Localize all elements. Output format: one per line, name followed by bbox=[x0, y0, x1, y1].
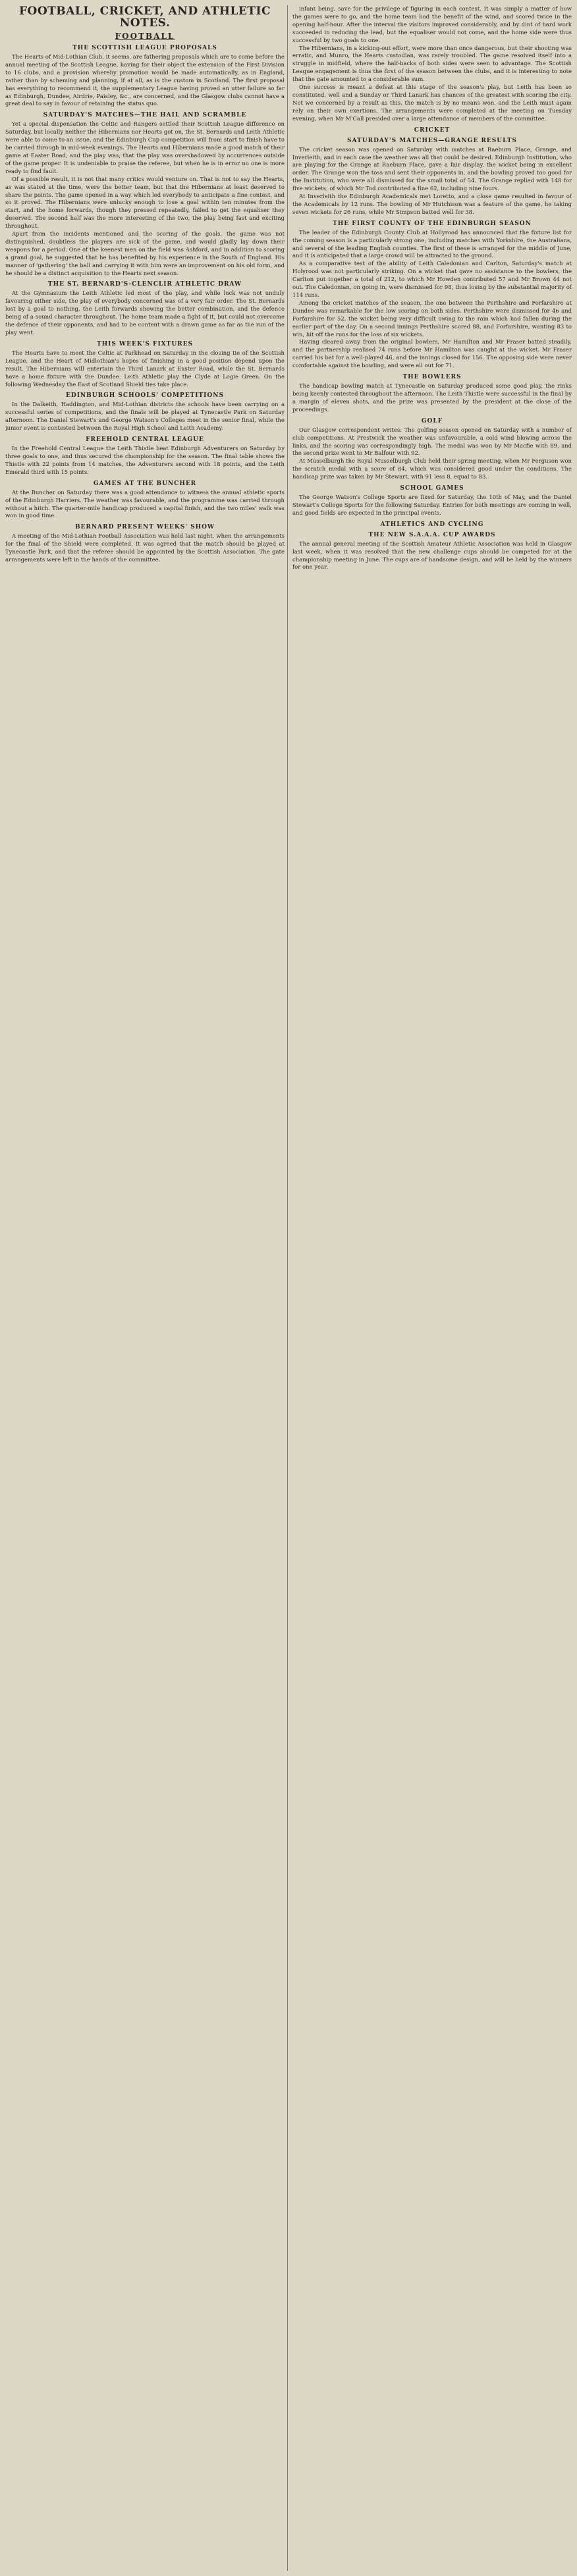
paragraph: The Hearts have to meet the Celtic at Parkhead on Saturday in the closing tie of the Scottish League, and the Heart of Midlothian's hopes of finishing in a good position depend upon the result. The Hibernians will entertain the Third Lanark at Easter Road, while the St. Bernards have a home fixture with the Dundee. Leith Athletic play the Clyde at Logie Green. On the following Wednesday the East of Scotland Shield ties take place. bbox=[5, 349, 285, 388]
paragraph: As a comparative test of the ability of Leith Caledonian and Carlton, Saturday's match at Holyrood was not particularly striking. On a wicket that gave no assistance to the bowlers, the Carlton put together a total of 212, to which Mr Howden contributed 57 and Mr Brown 44 not out. The Caledonian, on going in, were dismissed for 98, thus losing by the substantial majority of 114 runs. bbox=[292, 260, 572, 298]
paragraph: Apart from the incidents mentioned and the scoring of the goals, the game was not distinguished, doubtless the players are sick of the game, and would gladly lay down their weapons for a period. One of the keenest men on the field was Ashford, and in addition to scoring a grand goal, he suggested that he has benefited by his experience in the South of England. His manner of 'gathering' the ball and carrying it with him were an improvement on his old form, and he should be a distinct acquisition to the Hearts next season. bbox=[5, 230, 285, 276]
heading-cricket: CRICKET bbox=[414, 126, 451, 134]
paragraph: At Inverleith the Edinburgh Academicals met Loretto, and a close game resulted in favour of the Academicals by 12 runs. The bowling of Mr Hutchison was a feature of the game, he taking seven wickets for 26 runs, while Mr Simpson batted well for 38. bbox=[292, 193, 572, 215]
heading-league-proposals: THE SCOTTISH LEAGUE PROPOSALS bbox=[72, 45, 217, 51]
column-divider bbox=[287, 5, 288, 2571]
heading-central-league: FREEHOLD CENTRAL LEAGUE bbox=[86, 436, 204, 444]
paragraph: The leader of the Edinburgh County Club at Hollyrood has announced that the fixture list for the coming season is a particularly strong one, including matches with Yorkshire, the Australians, and several of the leading English counties. The first of these is arranged for the middle of June, and it is anticipated that a large crowd will be attracted to the ground. bbox=[292, 228, 572, 259]
paragraph: infant being, save for the privilege of figuring in each contest. It was simply a matter of how the games were to go, and the home team had the benefit of the wind, and scored twice in the opening half-hour. After the interval the visitors improved considerably, and by dint of hard work succeeded in reducing the lead, but the equaliser would not come, and the home side were thus successful by two goals to one. bbox=[292, 5, 572, 43]
paragraph: Having cleared away from the original bowlers, Mr Hamilton and Mr Fraser batted steadily, and the partnership realised 74 runs before Mr Hamilton was caught at the wicket. Mr Fraser carried his bat for a well-played 46, and the innings closed for 156. The opposing side were never comfortable against the bowling, and were all out for 71. bbox=[292, 338, 572, 369]
heading-games-buncher: GAMES AT THE BUNCHER bbox=[93, 480, 197, 487]
paragraph: Yet a special dispensation the Celtic and Rangers settled their Scottish League difference on Saturday, but locally neither the Hibernians nor Hearts got on, the St. Bernards and Leith Athletic were able to come to an issue, and the Edinburgh Cup competition will from start to finish have to be carried through in mid-week evenings. The Hearts and Hibernians made a good match of their game at Easter Road, and the play was, that the play was overshadowed by occurrences outside of the game proper. It is undeniable to praise the referee, but when he is in error no one is more ready to find fault. bbox=[5, 120, 285, 174]
paragraph: At the Buncher on Saturday there was a good attendance to witness the annual athletic sports of the Edinburgh Harriers. The weather was favourable, and the programme was carried through without a hitch. The quarter-mile handicap produced a capital finish, and the two miles' walk was won in good time. bbox=[5, 488, 285, 519]
paragraph: The Hibernians, in a kicking-out effort, were more than once dangerous, but their shooting was erratic, and Munro, the Hearts custodian, was rarely troubled. The game resolved itself into a struggle in midfield, where the half-backs of both sides were seen to advantage. The Scottish League engagement is thus the first of the season between the clubs, and it is interesting to note that the gate amounted to a considerable sum. bbox=[292, 44, 572, 83]
paragraph: One success is meant a defeat at this stage of the season's play, but Leith has been so constituted, well and a Sunday or Third Lanark has chances of the greatest with scoring the city. Not we concerned by a result as this, the match is by no means won, and the Leith must again rely on their own exertions. The arrangements were completed at the meeting on Tuesday evening, when Mr M'Call presided over a large attendance of members of the committee. bbox=[292, 84, 572, 122]
right-column bbox=[292, 5, 572, 2571]
paragraph: The annual general meeting of the Scottish Amateur Athletic Association was held in Glasgow last week, when it was resolved that the new challenge cups should be competed for at the championship meeting in June. The cups are of handsome design, and will be held by the winners for one year. bbox=[292, 540, 572, 571]
heading-this-weeks-fixtures: THIS WEEK'S FIXTURES bbox=[96, 340, 194, 348]
left-column bbox=[5, 5, 285, 2571]
masthead-title: FOOTBALL, CRICKET, AND ATHLETIC NOTES. bbox=[18, 5, 271, 30]
paragraph: The Hearts of Mid-Lothian Club, it seems, are fathering proposals which are to come before the annual meeting of the Scottish League, having for their object the extension of the First Division to 16 clubs, and a provision whereby promotion would be made automatically, as in England, rather than by scheming and planning, if at all, as is the custom in Scotland. The first proposal has everything to recommend it, the supplementary League having proved an utter failure so far as Edinburgh, Dundee, Airdrie, Paisley, &c., are concerned, and the Glasgow clubs cannot have a great deal to say in favour of retaining the status quo. bbox=[5, 53, 285, 107]
heading-golf: GOLF bbox=[421, 417, 443, 425]
heading-athletic-draw: THE ST. BERNARD'S-CLENCLIR ATHLETIC DRAW bbox=[47, 281, 242, 288]
paragraph: Of a possible result, it is not that many critics would venture on. That is not to say the Hearts, as was stated at the time, were the better team, but that the Hibernians at least deserved to share the points. The game opened in a way which led everybody to anticipate a fine contest, and so it proved. The Hibernians were unlucky enough to lose a goal within ten minutes from the start, and the home forwards, though they pressed repeatedly, failed to get the equaliser they deserved. The second half was the more interesting of the two, the play being fast and exciting throughout. bbox=[5, 175, 285, 230]
paragraph: The cricket season was opened on Saturday with matches at Raeburn Place, Grange, and Inverleith, and in each case the weather was all that could be desired. Edinburgh Institution, who are playing for the Grange at Raeburn Place, gave a fair display, the wicket being in excellent order. The Grange won the toss and sent their opponents in, and the bowling proved too good for the Institution, who were all dismissed for the small total of 54. The Grange replied with 148 for five wickets, of which Mr Tod contributed a fine 62, including nine fours. bbox=[292, 145, 572, 192]
paragraph: A meeting of the Mid-Lothian Football Association was held last night, when the arrangements for the final of the Shield were completed. It was agreed that the match should be played at Tynecastle Park, and that the referee should be appointed by the Scottish Association. The gate arrangements were left in the hands of the committee. bbox=[5, 532, 285, 563]
section-label-football: FOOTBALL bbox=[115, 32, 175, 41]
heading-athletics-cycling: ATHLETICS AND CYCLING bbox=[380, 521, 484, 528]
heading-first-county: THE FIRST COUNTY OF THE EDINBURGH SEASON bbox=[333, 220, 532, 227]
paragraph: At Musselburgh the Royal Musselburgh Club held their spring meeting, when Mr Ferguson won the scratch medal with a score of 84, which was considered good under the conditions. The handicap prize was taken by Mr Stewart, with 91 less 8, equal to 83. bbox=[292, 457, 572, 480]
paragraph: The George Watson's College Sports are fixed for Saturday, the 10th of May, and the Daniel Stewart's College Sports for the following Saturday. Entries for both meetings are coming in well, and good fields are expected in the principal events. bbox=[292, 494, 572, 516]
paragraph: In the Freehold Central League the Leith Thistle beat Edinburgh Adventurers on Saturday by three goals to one, and thus secured the championship for the season. The final table shows the Thistle with 22 points from 14 matches, the Adventurers second with 18 points, and the Leith Emerald third with 15 points. bbox=[5, 445, 285, 475]
paragraph: At the Gymnasium the Leith Athletic led most of the play, and while luck was not unduly favouring either side, the play of everybody concerned was of a very fair order. The St. Bernards lost by a goal to nothing, the Leith forwards showing the better combination, and the defence being of a sound character throughout. The home team made a fight of it, but could not overcome the defence of their opponents, and had to be content with a drawn game as far as the run of the play went. bbox=[5, 290, 285, 336]
paragraph: Our Glasgow correspondent writes: The golfing season opened on Saturday with a number of club competitions. At Prestwick the weather was unfavourable, a cold wind blowing across the links, and the scoring was correspondingly high. The medal was won by Mr Macfie with 89, and the second prize went to Mr Balfour with 92. bbox=[292, 426, 572, 457]
heading-saturday-matches: SATURDAY'S MATCHES—THE HAIL AND SCRAMBLE bbox=[43, 112, 247, 119]
paragraph: In the Dalkeith, Haddington, and Mid-Lothian districts the schools have been carrying on a successful series of competitions, and the finals will be played at Tynecastle Park on Saturday afternoon. The Daniel Stewart's and George Watson's Colleges meet in the senior final, while the junior event is contested between the Royal High School and Leith Academy. bbox=[5, 401, 285, 432]
heading-bowlers: THE BOWLERS bbox=[402, 374, 462, 381]
heading-school-games: SCHOOL GAMES bbox=[400, 485, 464, 492]
heading-weeks-show: BERNARD PRESENT WEEKS' SHOW bbox=[74, 524, 215, 531]
heading-schools-competitions: EDINBURGH SCHOOLS' COMPETITIONS bbox=[66, 392, 224, 399]
paragraph: The handicap bowling match at Tynecastle on Saturday produced some good play, the rinks being keenly contested throughout the afternoon. The Leith Thistle were successful in the final by a margin of eleven shots, and the prize was presented by the president at the close of the proceedings. bbox=[292, 382, 572, 413]
paragraph: Among the cricket matches of the season, the one between the Perthshire and Forfarshire at Dundee was remarkable for the low scoring on both sides. Perthshire were dismissed for 46 and Forfarshire for 52, the wicket being very difficult owing to the rain which had fallen during the earlier part of the day. On a second innings Perthshire scored 88, and Forfarshire, wanting 83 to win, hit off the runs for the loss of six wickets. bbox=[292, 299, 572, 338]
heading-grange-results: SATURDAY'S MATCHES—GRANGE RESULTS bbox=[347, 137, 517, 144]
heading-cup-awards: THE NEW S.A.A.A. CUP AWARDS bbox=[368, 531, 496, 538]
